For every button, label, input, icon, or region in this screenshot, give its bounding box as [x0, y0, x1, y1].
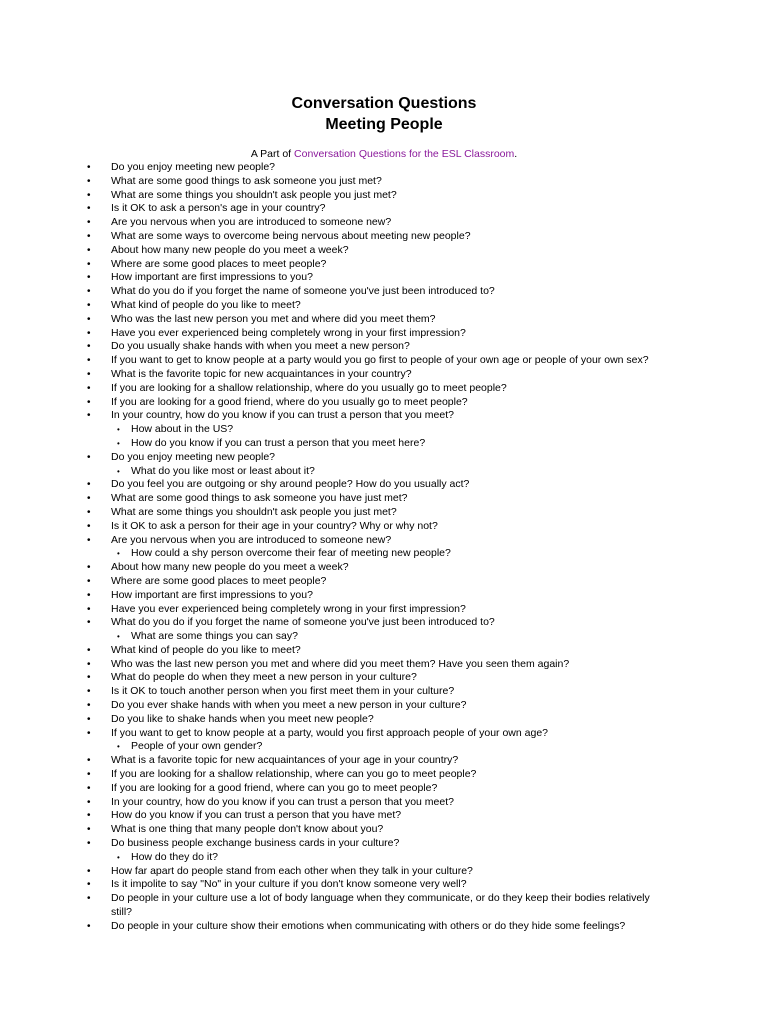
question-item: • What are some good things to ask someone you just met? — [0, 175, 768, 189]
question-item: • About how many new people do you meet a week? — [0, 244, 768, 258]
question-item: • How far apart do people stand from each other when they talk in your culture? — [0, 865, 768, 879]
question-item: • If you are looking for a good friend, where can you go to meet people? — [0, 782, 768, 796]
source-link[interactable]: Conversation Questions for the ESL Classroom — [294, 148, 515, 160]
sub-question-item: • How do they do it? — [0, 851, 768, 865]
sub-question-item: • How do you know if you can trust a person that you meet here? — [0, 437, 768, 451]
question-list — [0, 161, 768, 934]
question-item: • Do you feel you are outgoing or shy around people? How do you usually act? — [0, 478, 768, 492]
question-item: • How important are first impressions to you? — [0, 589, 768, 603]
question-item: • What is the favorite topic for new acquaintances in your country? — [0, 368, 768, 382]
question-item: • If you are looking for a good friend, where do you usually go to meet people? — [0, 396, 768, 410]
question-item: • Do you enjoy meeting new people? — [0, 451, 768, 465]
question-item: • Do you enjoy meeting new people? — [0, 161, 768, 175]
sub-question-item: • How could a shy person overcome their fear of meeting new people? — [0, 547, 768, 561]
page-title: Conversation Questions — [291, 95, 477, 112]
question-item: • In your country, how do you know if you can trust a person that you meet? — [0, 409, 768, 423]
question-item: • Are you nervous when you are introduced to someone new? — [0, 216, 768, 230]
question-item: • What kind of people do you like to meet? — [0, 299, 768, 313]
question-item: • Do you usually shake hands with when you meet a new person? — [0, 340, 768, 354]
question-item: • What is a favorite topic for new acquaintances of your age in your country? — [0, 754, 768, 768]
question-item: • Who was the last new person you met and where did you meet them? — [0, 313, 768, 327]
question-item: • What is one thing that many people don't know about you? — [0, 823, 768, 837]
question-item: • About how many new people do you meet a week? — [0, 561, 768, 575]
question-item: • If you want to get to know people at a party would you go first to people of your own age or people of your own sex? — [0, 354, 768, 368]
question-item: • How important are first impressions to you? — [0, 271, 768, 285]
question-item: • In your country, how do you know if you can trust a person that you meet? — [0, 796, 768, 810]
question-item: • If you are looking for a shallow relationship, where do you usually go to meet people? — [0, 382, 768, 396]
question-item: • What kind of people do you like to meet? — [0, 644, 768, 658]
question-item: • What do you do if you forget the name of someone you've just been introduced to? — [0, 285, 768, 299]
sub-question-item: • People of your own gender? — [0, 740, 768, 754]
source-line — [0, 148, 768, 162]
question-item: • Do you like to shake hands when you meet new people? — [0, 713, 768, 727]
source-prefix: A Part of — [250, 148, 295, 160]
question-item: • What are some good things to ask someone you have just met? — [0, 492, 768, 506]
source-suffix: . — [514, 148, 518, 160]
question-item: • Do people in your culture show their emotions when communicating with others or do they hide some feelings? — [0, 920, 768, 934]
question-item: • Have you ever experienced being completely wrong in your first impression? — [0, 603, 768, 617]
question-item: • Who was the last new person you met and where did you meet them? Have you seen them again? — [0, 658, 768, 672]
question-item: • What are some things you shouldn't ask people you just met? — [0, 189, 768, 203]
question-item: • Where are some good places to meet people? — [0, 575, 768, 589]
question-item: • Do you ever shake hands with when you meet a new person in your culture? — [0, 699, 768, 713]
sub-question-item: • What do you like most or least about it? — [0, 465, 768, 479]
question-item: • What are some ways to overcome being nervous about meeting new people? — [0, 230, 768, 244]
question-item: • Have you ever experienced being completely wrong in your first impression? — [0, 327, 768, 341]
question-item: • Do people in your culture use a lot of body language when they communicate, or do they keep their bodies relatively still? — [0, 892, 768, 920]
question-item: • Is it impolite to say "No" in your culture if you don't know someone very well? — [0, 878, 768, 892]
question-item: • How do you know if you can trust a person that you have met? — [0, 809, 768, 823]
question-item: • Where are some good places to meet people? — [0, 258, 768, 272]
question-item: • If you are looking for a shallow relationship, where can you go to meet people? — [0, 768, 768, 782]
question-item: • Are you nervous when you are introduced to someone new? — [0, 534, 768, 548]
page-subtitle-heading: Meeting People — [325, 116, 443, 133]
question-item: • What do you do if you forget the name of someone you've just been introduced to? — [0, 616, 768, 630]
question-item: • Is it OK to touch another person when you first meet them in your culture? — [0, 685, 768, 699]
sub-question-item: • How about in the US? — [0, 423, 768, 437]
question-item: • Is it OK to ask a person's age in your country? — [0, 202, 768, 216]
question-item: • What do people do when they meet a new person in your culture? — [0, 671, 768, 685]
question-item: • Do business people exchange business cards in your culture? — [0, 837, 768, 851]
sub-question-item: • What are some things you can say? — [0, 630, 768, 644]
question-item: • What are some things you shouldn't ask people you just met? — [0, 506, 768, 520]
question-item: • Is it OK to ask a person for their age in your country? Why or why not? — [0, 520, 768, 534]
question-item: • If you want to get to know people at a party, would you first approach people of your own age? — [0, 727, 768, 741]
